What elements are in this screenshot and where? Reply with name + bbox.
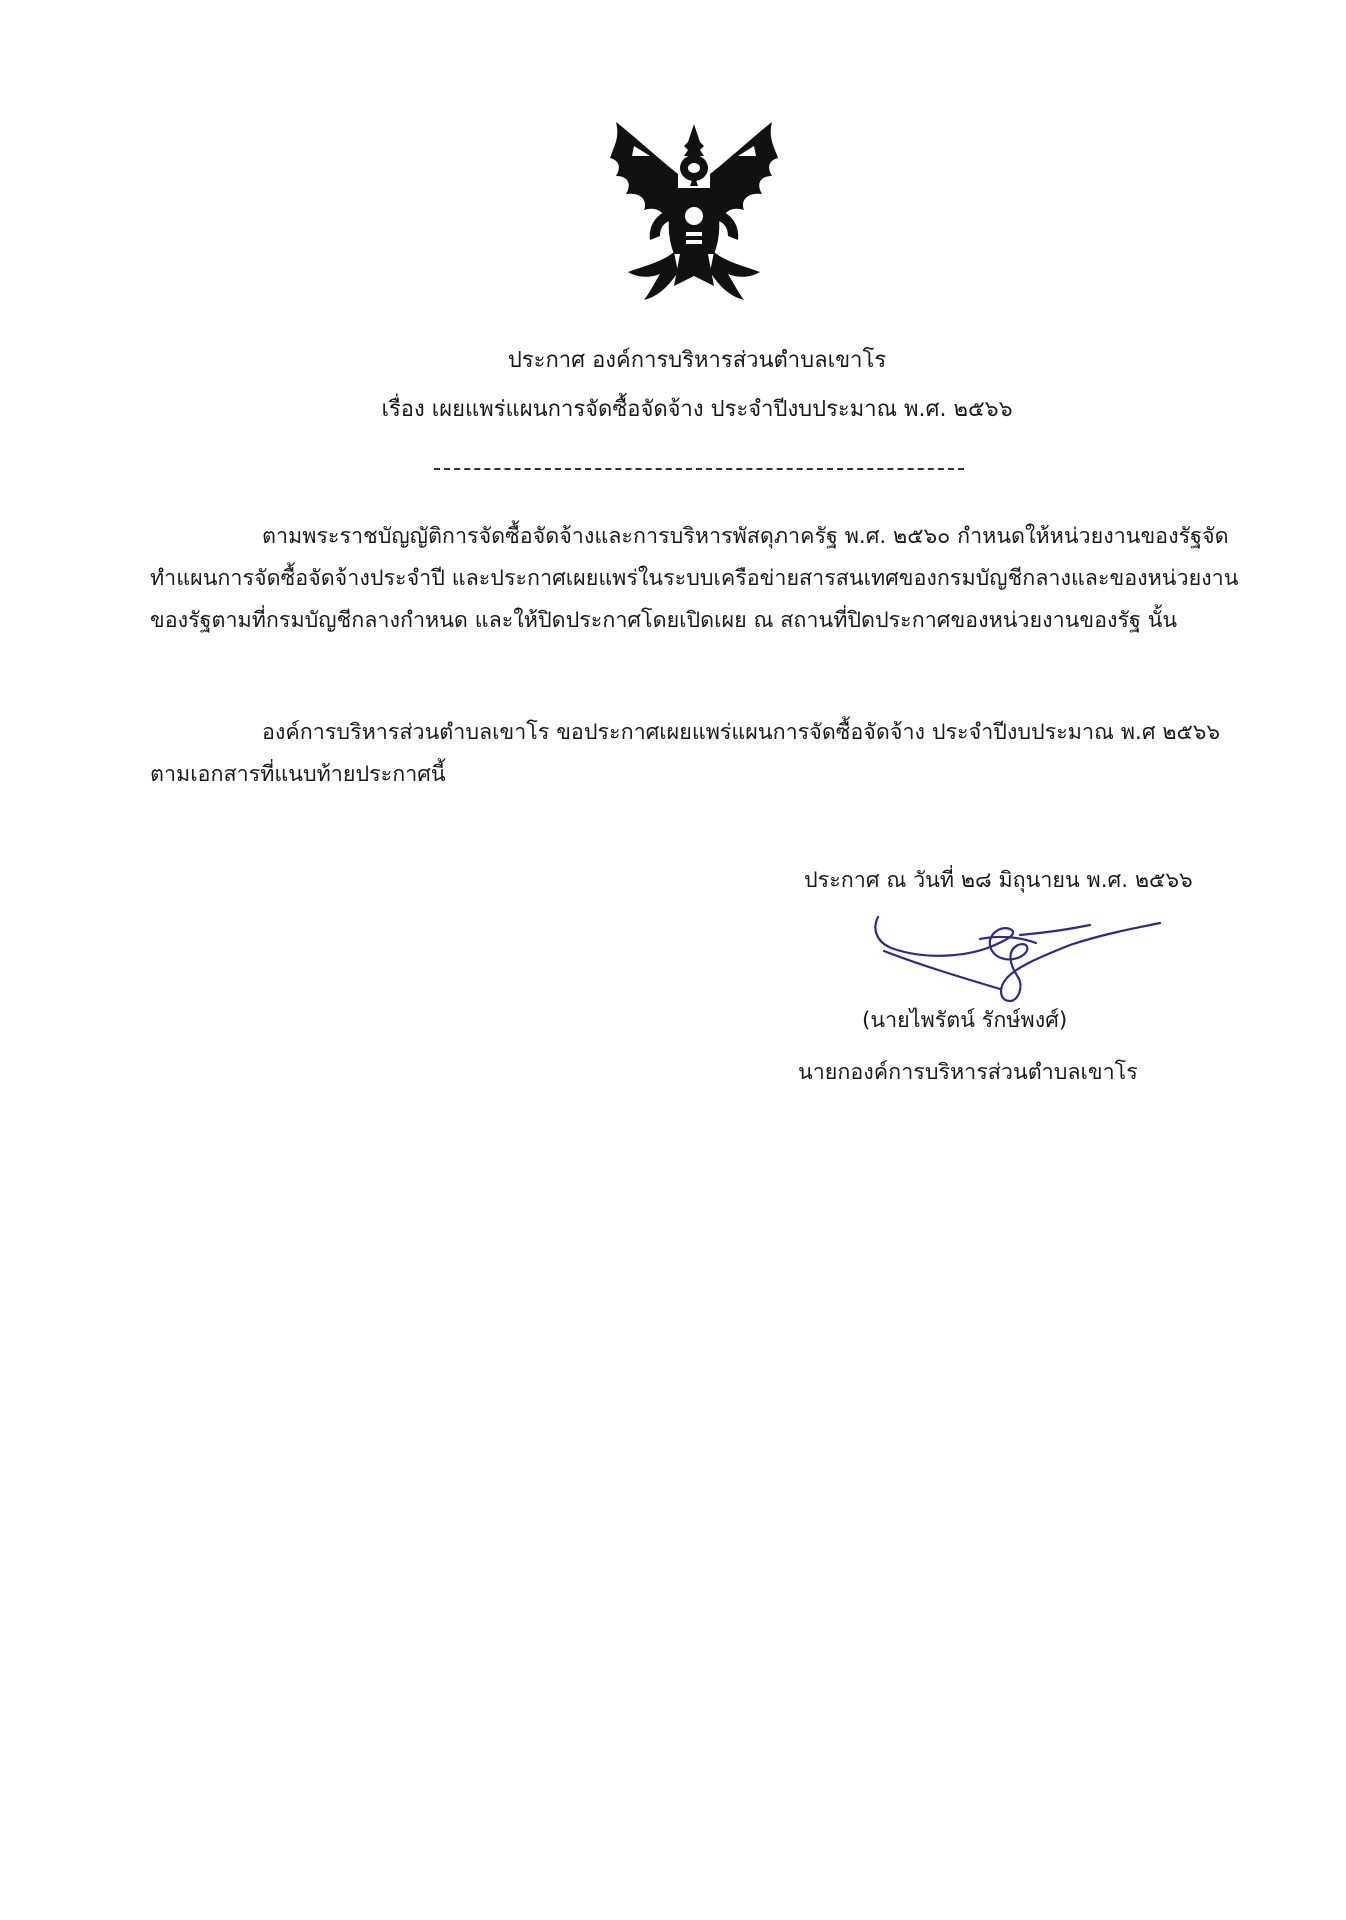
body-paragraph-1-text: ตามพระราชบัญญัติการจัดซื้อจัดจ้างและการบริหารพัสดุภาครัฐ พ.ศ. ๒๕๖๐ กำหนดให้หน่วยงานของรัฐจัดทำแผนการจัดซื้อจัดจ้างประจำปี และประกาศเผยแพร่ในระบบเครือข่ายสารสนเทศของกรมบัญชีกลางและของหน่วยงานของรัฐตามที่กรมบัญชีกลางกำหนด และให้ปิดประกาศโดยเปิดเผย ณ สถานที่ปิดประกาศของหน่วยงานของรัฐ นั้น: [150, 524, 1239, 633]
announcement-org-line: ประกาศ องค์การบริหารส่วนตำบลเขาโร: [507, 348, 887, 373]
signer-title: นายกองค์การบริหารส่วนตำบลเขาโร: [798, 1060, 1138, 1085]
announcement-date: ประกาศ ณ วันที่ ๒๘ มิถุนายน พ.ศ. ๒๕๖๖: [804, 868, 1193, 893]
body-paragraph-2-text: องค์การบริหารส่วนตำบลเขาโร ขอประกาศเผยแพร่แผนการจัดซื้อจัดจ้าง ประจำปีงบประมาณ พ.ศ ๒๕๖๖ ตามเอกสารที่แนบท้ายประกาศนี้: [150, 720, 1221, 787]
dashed-divider: [434, 468, 964, 470]
announcement-subject-line: เรื่อง เผยแพร่แผนการจัดซื้อจัดจ้าง ประจำปีงบประมาณ พ.ศ. ๒๕๖๖: [381, 397, 1013, 422]
body-paragraph-2: [150, 712, 1240, 796]
body-paragraph-1: [150, 516, 1240, 642]
handwritten-signature: [860, 905, 1170, 1015]
signer-name: (นายไพรัตน์ รักษ์พงศ์): [862, 1008, 1068, 1033]
garuda-emblem-icon: [604, 116, 784, 308]
